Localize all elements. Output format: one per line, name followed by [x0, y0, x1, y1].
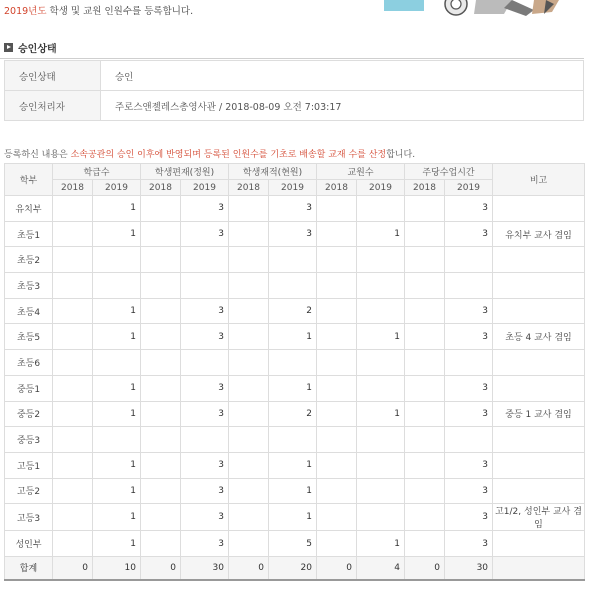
- header-group-classes: 학급수: [53, 164, 141, 180]
- row-value-cell: [53, 247, 93, 273]
- row-value-cell: [357, 427, 405, 453]
- note-highlight: 소속공관의 승인 이후에 반영되며 등록된 인원수를 기초로 배송할 교재 수를 산정: [70, 150, 387, 160]
- row-value-cell: [141, 298, 181, 324]
- notice-year: 2019년도: [4, 6, 47, 17]
- enrollment-table: [4, 163, 585, 581]
- table-row: [5, 221, 585, 247]
- table-row: [5, 375, 585, 401]
- row-value-cell: [269, 247, 317, 273]
- total-value-cell: 10: [93, 556, 141, 580]
- status-row-processor: [5, 91, 584, 121]
- row-value-cell: 3: [445, 298, 493, 324]
- row-grade: 고등3: [5, 504, 53, 531]
- row-value-cell: 1: [269, 504, 317, 531]
- row-value-cell: 3: [181, 401, 229, 427]
- row-value-cell: 3: [445, 401, 493, 427]
- total-remark-cell: [493, 556, 585, 580]
- row-value-cell: [317, 478, 357, 504]
- row-value-cell: [357, 375, 405, 401]
- row-value-cell: [405, 196, 445, 222]
- row-value-cell: [229, 298, 269, 324]
- approval-processor-label: 승인처리자: [5, 91, 101, 121]
- row-value-cell: [93, 247, 141, 273]
- row-value-cell: [229, 531, 269, 557]
- row-value-cell: 1: [269, 452, 317, 478]
- row-value-cell: [53, 298, 93, 324]
- row-value-cell: [141, 350, 181, 376]
- table-row: [5, 531, 585, 557]
- row-value-cell: [181, 427, 229, 453]
- row-value-cell: [357, 478, 405, 504]
- row-value-cell: [141, 504, 181, 531]
- row-grade: 초등4: [5, 298, 53, 324]
- row-value-cell: 3: [445, 504, 493, 531]
- total-label: 합계: [5, 556, 53, 580]
- header-year-2019: 2019: [93, 180, 141, 196]
- row-value-cell: 1: [93, 196, 141, 222]
- row-value-cell: [93, 427, 141, 453]
- row-value-cell: 1: [357, 401, 405, 427]
- row-value-cell: [141, 427, 181, 453]
- row-value-cell: [445, 247, 493, 273]
- row-value-cell: [317, 350, 357, 376]
- row-value-cell: [269, 427, 317, 453]
- row-remark: 고1/2, 성인부 교사 겸임: [493, 504, 585, 531]
- note-before: 등록하신 내용은: [4, 150, 71, 160]
- table-row: [5, 324, 585, 350]
- header-year-2018: 2018: [53, 180, 93, 196]
- row-value-cell: 3: [269, 196, 317, 222]
- header-year-2019: 2019: [357, 180, 405, 196]
- row-value-cell: 1: [357, 324, 405, 350]
- row-value-cell: [53, 324, 93, 350]
- row-value-cell: [405, 324, 445, 350]
- header-grade: 학부: [5, 164, 53, 196]
- row-remark: [493, 298, 585, 324]
- table-row: [5, 401, 585, 427]
- table-row: [5, 196, 585, 222]
- row-grade: 유치부: [5, 196, 53, 222]
- row-value-cell: 1: [357, 531, 405, 557]
- row-value-cell: 1: [93, 298, 141, 324]
- header-row-groups: [5, 164, 585, 180]
- page-notice: [4, 3, 193, 17]
- row-remark: 초등 4 교사 겸임: [493, 324, 585, 350]
- row-value-cell: [405, 273, 445, 299]
- header-group-enrolled: 학생재적(현원): [229, 164, 317, 180]
- row-value-cell: 2: [269, 298, 317, 324]
- row-value-cell: [93, 350, 141, 376]
- total-value-cell: 20: [269, 556, 317, 580]
- row-value-cell: [317, 401, 357, 427]
- row-value-cell: [317, 452, 357, 478]
- row-value-cell: 3: [181, 221, 229, 247]
- total-value-cell: 0: [317, 556, 357, 580]
- row-value-cell: [405, 247, 445, 273]
- row-value-cell: [317, 531, 357, 557]
- table-row: [5, 478, 585, 504]
- approval-processor-value: 주로스앤젤레스총영사관 / 2018-08-09 오전 7:03:17: [101, 91, 584, 121]
- row-value-cell: [269, 273, 317, 299]
- row-value-cell: [405, 478, 445, 504]
- row-value-cell: [53, 452, 93, 478]
- row-value-cell: [405, 452, 445, 478]
- row-value-cell: [181, 247, 229, 273]
- row-value-cell: [53, 427, 93, 453]
- header-group-capacity: 학생편재(정원): [141, 164, 229, 180]
- row-value-cell: [405, 350, 445, 376]
- row-value-cell: 3: [181, 375, 229, 401]
- row-grade: 중등1: [5, 375, 53, 401]
- row-value-cell: [141, 375, 181, 401]
- total-value-cell: 0: [53, 556, 93, 580]
- row-value-cell: 1: [269, 324, 317, 350]
- row-value-cell: [229, 478, 269, 504]
- row-remark: [493, 196, 585, 222]
- row-value-cell: [317, 221, 357, 247]
- row-value-cell: [53, 478, 93, 504]
- table-row: [5, 452, 585, 478]
- row-value-cell: [357, 452, 405, 478]
- total-row: [5, 556, 585, 580]
- row-value-cell: [229, 324, 269, 350]
- table-row: [5, 298, 585, 324]
- row-value-cell: [317, 196, 357, 222]
- row-value-cell: [141, 196, 181, 222]
- total-value-cell: 30: [181, 556, 229, 580]
- row-value-cell: [141, 247, 181, 273]
- row-value-cell: [53, 504, 93, 531]
- row-value-cell: [53, 531, 93, 557]
- row-value-cell: [357, 247, 405, 273]
- row-grade: 초등1: [5, 221, 53, 247]
- row-value-cell: [317, 247, 357, 273]
- row-value-cell: [405, 504, 445, 531]
- status-row-approval: [5, 61, 584, 91]
- enrollment-table-body: [5, 196, 585, 557]
- header-year-2019: 2019: [269, 180, 317, 196]
- header-year-2019: 2019: [445, 180, 493, 196]
- row-value-cell: [317, 375, 357, 401]
- row-grade: 고등1: [5, 452, 53, 478]
- row-value-cell: [357, 298, 405, 324]
- row-value-cell: 3: [445, 452, 493, 478]
- approval-status-label: 승인상태: [5, 61, 101, 91]
- row-value-cell: 1: [93, 221, 141, 247]
- notice-text: 학생 및 교원 인원수를 등록합니다.: [46, 6, 194, 17]
- row-value-cell: 1: [93, 478, 141, 504]
- section-heading: [4, 40, 57, 55]
- row-remark: [493, 350, 585, 376]
- row-grade: 초등6: [5, 350, 53, 376]
- row-value-cell: 1: [357, 221, 405, 247]
- row-remark: [493, 375, 585, 401]
- row-value-cell: [229, 221, 269, 247]
- row-value-cell: [141, 324, 181, 350]
- row-value-cell: [405, 427, 445, 453]
- row-value-cell: [229, 427, 269, 453]
- row-value-cell: 3: [181, 452, 229, 478]
- row-value-cell: 1: [93, 401, 141, 427]
- approval-status-value: 승인: [101, 61, 584, 91]
- row-value-cell: [229, 375, 269, 401]
- header-remark: 비고: [493, 164, 585, 196]
- row-value-cell: [229, 247, 269, 273]
- row-value-cell: 1: [93, 324, 141, 350]
- row-value-cell: [141, 452, 181, 478]
- header-year-2018: 2018: [229, 180, 269, 196]
- row-value-cell: 2: [269, 401, 317, 427]
- row-remark: [493, 427, 585, 453]
- row-value-cell: [229, 196, 269, 222]
- row-value-cell: [53, 196, 93, 222]
- row-value-cell: [141, 401, 181, 427]
- row-value-cell: 1: [269, 375, 317, 401]
- registration-note: [4, 147, 415, 160]
- row-value-cell: [405, 531, 445, 557]
- row-value-cell: [357, 504, 405, 531]
- note-after: 합니다.: [386, 150, 416, 160]
- row-value-cell: 3: [269, 221, 317, 247]
- row-value-cell: [229, 504, 269, 531]
- row-grade: 중등3: [5, 427, 53, 453]
- header-group-teachers: 교원수: [317, 164, 405, 180]
- row-value-cell: 3: [445, 531, 493, 557]
- row-value-cell: [445, 273, 493, 299]
- row-remark: [493, 478, 585, 504]
- header-year-2018: 2018: [141, 180, 181, 196]
- row-value-cell: 1: [93, 375, 141, 401]
- row-value-cell: [317, 273, 357, 299]
- header-year-2019: 2019: [181, 180, 229, 196]
- section-divider: [0, 58, 584, 59]
- row-value-cell: [229, 452, 269, 478]
- row-value-cell: [181, 273, 229, 299]
- row-value-cell: 1: [93, 452, 141, 478]
- row-grade: 고등2: [5, 478, 53, 504]
- header-year-2018: 2018: [317, 180, 357, 196]
- row-grade: 초등3: [5, 273, 53, 299]
- table-row: [5, 427, 585, 453]
- total-value-cell: 30: [445, 556, 493, 580]
- header-illustration: [384, 0, 580, 22]
- row-value-cell: 3: [181, 478, 229, 504]
- section-arrow-icon: [4, 43, 13, 52]
- row-value-cell: [317, 324, 357, 350]
- row-value-cell: 3: [445, 478, 493, 504]
- table-row: [5, 350, 585, 376]
- row-value-cell: [317, 298, 357, 324]
- section-title: 승인상태: [18, 44, 57, 55]
- total-value-cell: 4: [357, 556, 405, 580]
- row-value-cell: [357, 273, 405, 299]
- table-row: [5, 273, 585, 299]
- row-grade: 초등2: [5, 247, 53, 273]
- row-value-cell: 3: [445, 324, 493, 350]
- row-value-cell: [445, 350, 493, 376]
- row-value-cell: [141, 221, 181, 247]
- row-value-cell: [445, 427, 493, 453]
- row-value-cell: [53, 350, 93, 376]
- row-value-cell: [141, 478, 181, 504]
- row-value-cell: 3: [445, 375, 493, 401]
- row-value-cell: [357, 196, 405, 222]
- row-value-cell: [181, 350, 229, 376]
- row-grade: 성인부: [5, 531, 53, 557]
- row-value-cell: [405, 221, 445, 247]
- row-value-cell: [93, 273, 141, 299]
- row-value-cell: 3: [181, 324, 229, 350]
- row-value-cell: 5: [269, 531, 317, 557]
- row-value-cell: 3: [181, 196, 229, 222]
- row-remark: 중등 1 교사 겸임: [493, 401, 585, 427]
- row-value-cell: 3: [181, 531, 229, 557]
- total-value-cell: 0: [229, 556, 269, 580]
- row-value-cell: [141, 273, 181, 299]
- row-value-cell: 3: [181, 298, 229, 324]
- row-value-cell: [405, 401, 445, 427]
- row-value-cell: [405, 298, 445, 324]
- row-grade: 중등2: [5, 401, 53, 427]
- row-value-cell: 3: [445, 196, 493, 222]
- total-value-cell: 0: [405, 556, 445, 580]
- row-value-cell: 1: [93, 504, 141, 531]
- approval-status-table: [4, 60, 584, 121]
- row-value-cell: 1: [93, 531, 141, 557]
- row-remark: [493, 531, 585, 557]
- row-value-cell: [229, 273, 269, 299]
- row-value-cell: [269, 350, 317, 376]
- row-remark: [493, 247, 585, 273]
- row-value-cell: [53, 375, 93, 401]
- row-value-cell: [53, 221, 93, 247]
- row-value-cell: [317, 504, 357, 531]
- row-value-cell: [229, 401, 269, 427]
- header-year-2018: 2018: [405, 180, 445, 196]
- row-remark: 유치부 교사 겸임: [493, 221, 585, 247]
- row-value-cell: [317, 427, 357, 453]
- row-value-cell: [405, 375, 445, 401]
- row-grade: 초등5: [5, 324, 53, 350]
- table-row: [5, 504, 585, 531]
- row-value-cell: 1: [269, 478, 317, 504]
- table-row: [5, 247, 585, 273]
- row-value-cell: [53, 273, 93, 299]
- header-group-weekly-hours: 주당수업시간: [405, 164, 493, 180]
- row-remark: [493, 452, 585, 478]
- row-value-cell: [229, 350, 269, 376]
- row-value-cell: 3: [445, 221, 493, 247]
- row-value-cell: [357, 350, 405, 376]
- row-remark: [493, 273, 585, 299]
- row-value-cell: [53, 401, 93, 427]
- row-value-cell: [141, 531, 181, 557]
- row-value-cell: 3: [181, 504, 229, 531]
- total-value-cell: 0: [141, 556, 181, 580]
